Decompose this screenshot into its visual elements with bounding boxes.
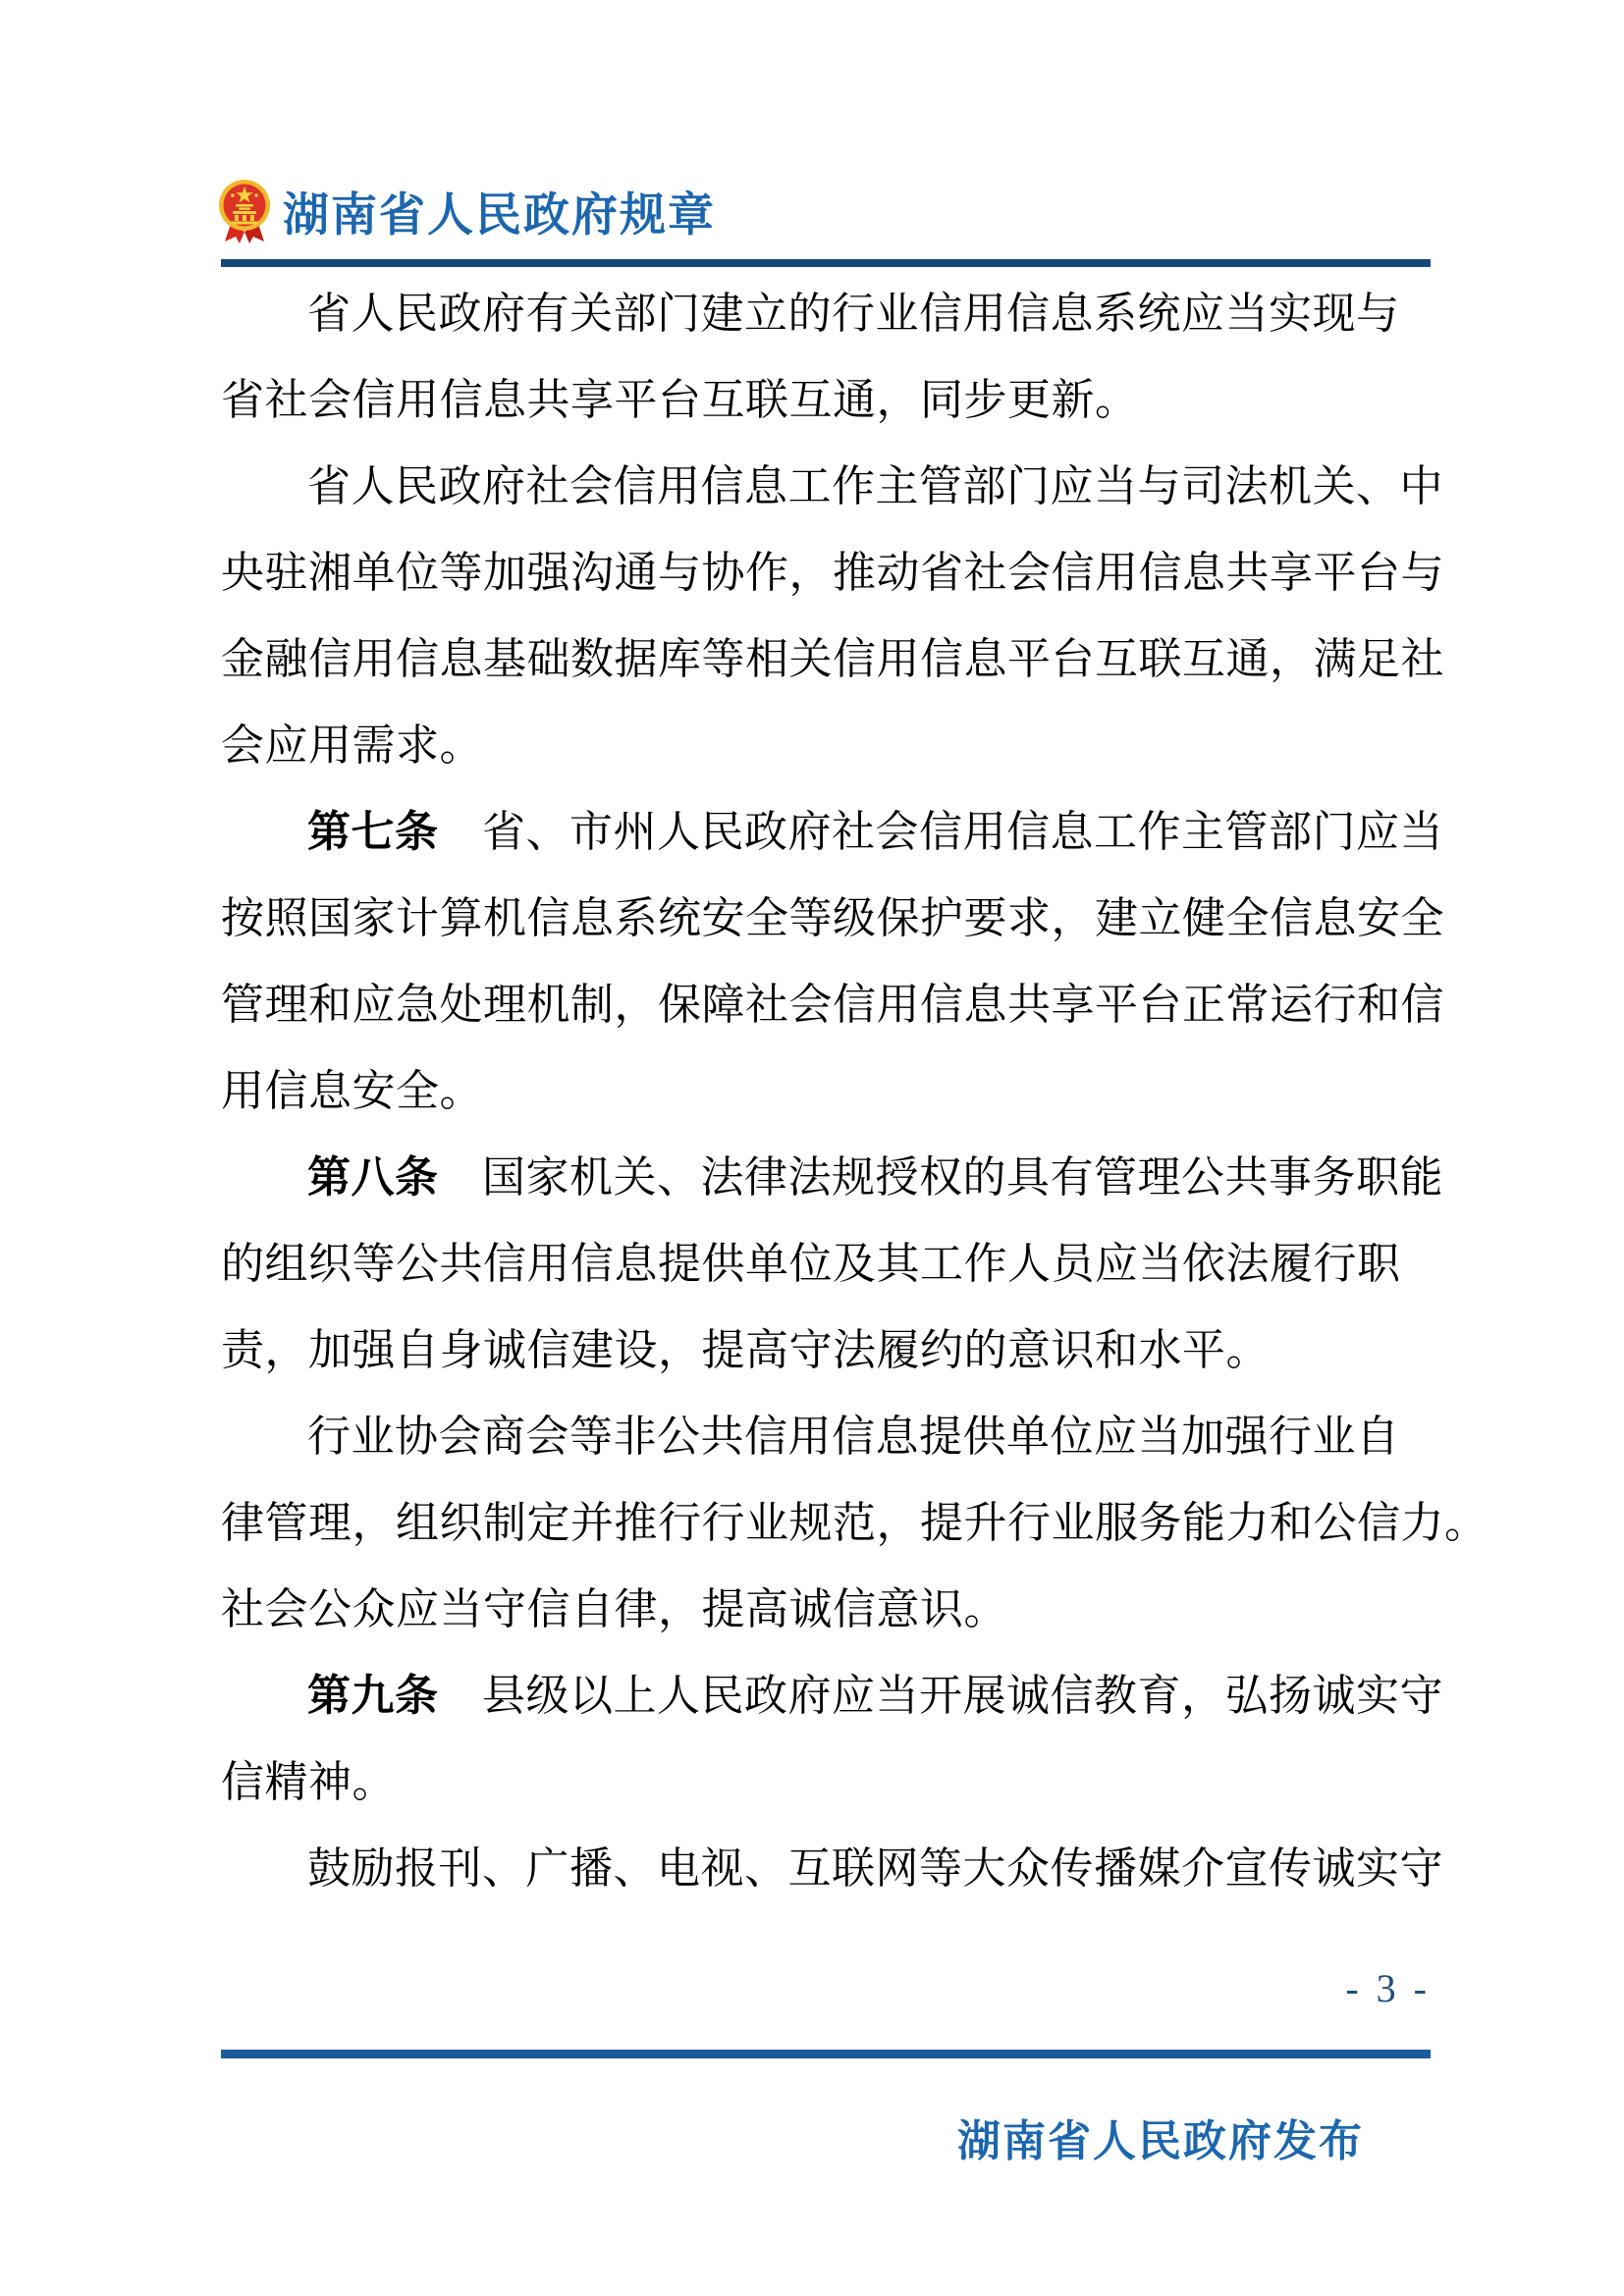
body-line [221, 616, 1444, 703]
body-line [221, 530, 1444, 616]
body-line-text: 央驻湘单位等加强沟通与协作，推动省社会信用信息共享平台与 [221, 549, 1444, 597]
publisher-label: 湖南省人民政府发布 [957, 2117, 1364, 2165]
body-line-text: 鼓励报刊、广播、电视、互联网等大众传播媒介宣传诚实守 [307, 1844, 1443, 1893]
body-line-text: 律管理，组织制定并推行行业规范，提升行业服务能力和公信力。 [221, 1499, 1489, 1547]
body-line [221, 1135, 1443, 1221]
body-line [221, 1394, 1431, 1480]
body-line-text: 管理和应急处理机制，保障社会信用信息共享平台正常运行和信 [221, 981, 1444, 1029]
body-line-text: 社会公众应当守信自律，提高诚信意识。 [221, 1585, 1007, 1633]
body-line [221, 1048, 1431, 1135]
body-line [221, 444, 1443, 530]
body-line-text: 按照国家计算机信息系统安全等级保护要求，建立健全信息安全 [221, 894, 1444, 942]
body-line [221, 962, 1444, 1048]
body-line [221, 1826, 1443, 1912]
body-line-text: 的组织等公共信用信息提供单位及其工作人员应当依法履行职 [221, 1240, 1401, 1288]
article-number: 第八条 [307, 1153, 439, 1201]
page-header [218, 175, 716, 247]
body-line-text: 省人民政府有关部门建立的行业信用信息系统应当实现与 [307, 290, 1400, 338]
body-line [221, 271, 1431, 357]
page-number: - 3 - [1345, 1966, 1431, 2010]
body-line [221, 357, 1431, 444]
article-number: 第九条 [307, 1672, 439, 1720]
body-line-text: 省人民政府社会信用信息工作主管部门应当与司法机关、中 [307, 462, 1443, 510]
body-line-text: 会应用需求。 [221, 721, 483, 770]
body-line [221, 876, 1444, 962]
body-line-text: 信精神。 [221, 1758, 396, 1806]
body-line-text: 国家机关、法律法规授权的具有管理公共事务职能 [438, 1153, 1443, 1201]
body-line [221, 1739, 1431, 1826]
body-line [221, 1221, 1431, 1308]
body-line-text: 行业协会商会等非公共信用信息提供单位应当加强行业自 [307, 1413, 1400, 1461]
body-line-text: 县级以上人民政府应当开展诚信教育，弘扬诚实守 [438, 1672, 1443, 1720]
body-line [221, 703, 1431, 789]
footer-divider [221, 2050, 1431, 2058]
body-line-text: 省社会信用信息共享平台互联互通，同步更新。 [221, 376, 1139, 424]
page-title: 湖南省人民政府规章 [283, 189, 716, 241]
body-line-text: 用信息安全。 [221, 1067, 483, 1115]
body-line [221, 1308, 1431, 1394]
body-line-text: 金融信用信息基础数据库等相关信用信息平台互联互通，满足社 [221, 635, 1444, 683]
body-line [221, 1567, 1431, 1653]
body-line [221, 1480, 1489, 1567]
article-number: 第七条 [307, 808, 439, 856]
document-body [221, 271, 1489, 1912]
body-line [221, 789, 1443, 876]
body-line-text: 省、市州人民政府社会信用信息工作主管部门应当 [438, 808, 1443, 856]
header-divider [221, 259, 1431, 267]
body-line-text: 责，加强自身诚信建设，提高守法履约的意识和水平。 [221, 1326, 1270, 1374]
body-line [221, 1653, 1443, 1739]
national-emblem-icon [218, 175, 271, 247]
